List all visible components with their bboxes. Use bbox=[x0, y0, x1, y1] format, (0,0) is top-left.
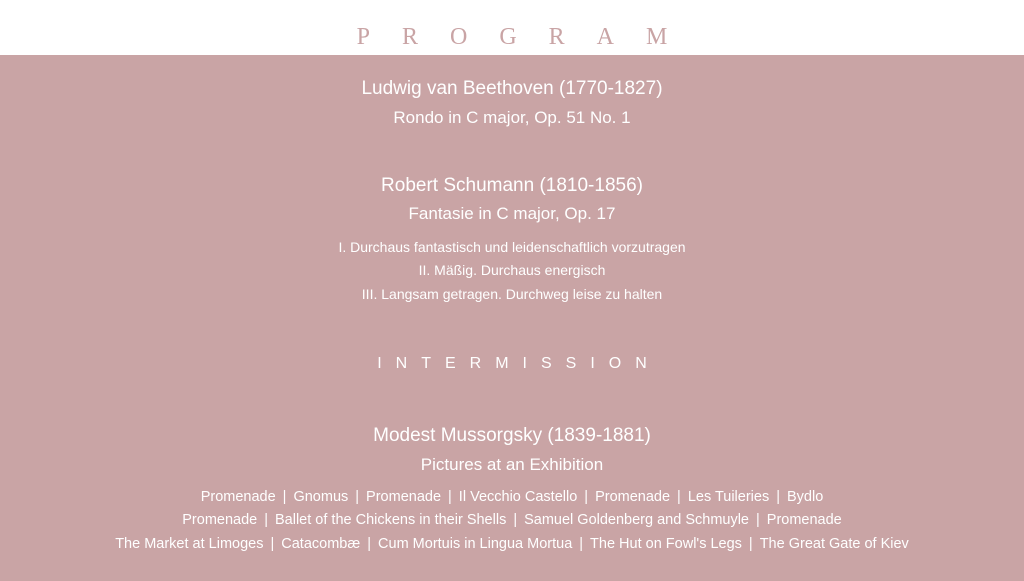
piece-title: Promenade bbox=[200, 489, 276, 505]
movement-item: I. Durchaus fantastisch und leidenschaftlich vorzutragen bbox=[338, 239, 686, 255]
piece-title: The Hut on Fowl's Legs bbox=[590, 536, 742, 552]
piece-title: Samuel Goldenberg and Schmuyle bbox=[524, 512, 749, 528]
piece-separator: | bbox=[264, 512, 268, 528]
movement-item: II. Mäßig. Durchaus energisch bbox=[418, 262, 606, 278]
piece-separator: | bbox=[748, 536, 753, 552]
piece-separator: | bbox=[282, 489, 287, 505]
piece-title: Catacombæ bbox=[281, 536, 361, 552]
piece-separator: | bbox=[367, 536, 372, 552]
composer-schumann: Robert Schumann (1810-1856) bbox=[381, 175, 643, 196]
intermission-label: INTERMISSION bbox=[377, 355, 661, 372]
piece-separator: | bbox=[513, 512, 518, 528]
work-mussorgsky: Pictures at an Exhibition bbox=[420, 455, 604, 474]
piece-title: The Great Gate of Kiev bbox=[759, 536, 909, 552]
piece-separator: | bbox=[756, 512, 760, 528]
composer-beethoven: Ludwig van Beethoven (1770-1827) bbox=[361, 78, 663, 99]
piece-title: Les Tuileries bbox=[687, 489, 770, 505]
piece-separator: | bbox=[677, 489, 681, 505]
piece-title: Ballet of the Chickens in their Shells bbox=[275, 512, 507, 528]
piece-title: Promenade bbox=[766, 512, 842, 528]
piece-title: The Market at Limoges bbox=[115, 536, 264, 552]
piece-separator: | bbox=[355, 489, 360, 505]
work-beethoven: Rondo in C major, Op. 51 No. 1 bbox=[393, 108, 631, 127]
piece-separator: | bbox=[579, 536, 584, 552]
piece-title: Gnomus bbox=[293, 489, 349, 505]
pieces-row bbox=[0, 509, 1024, 531]
piece-separator: | bbox=[270, 536, 275, 552]
movement-item: III. Langsam getragen. Durchweg leise zu halten bbox=[361, 286, 663, 302]
piece-separator: | bbox=[584, 489, 589, 505]
piece-title: Cum Mortuis in Lingua Mortua bbox=[378, 536, 573, 552]
piece-title: Promenade bbox=[595, 489, 671, 505]
pieces-row bbox=[0, 486, 1024, 508]
piece-title: Bydlo bbox=[787, 489, 824, 505]
piece-separator: | bbox=[448, 489, 452, 505]
header-bar bbox=[0, 0, 1024, 55]
piece-separator: | bbox=[776, 489, 780, 505]
page-title: PROGRAM bbox=[356, 24, 700, 50]
piece-title: Promenade bbox=[366, 489, 442, 505]
piece-title: Promenade bbox=[182, 512, 258, 528]
work-schumann: Fantasie in C major, Op. 17 bbox=[408, 204, 616, 223]
pieces-row bbox=[0, 533, 1024, 555]
composer-mussorgsky: Modest Mussorgsky (1839-1881) bbox=[373, 425, 651, 446]
piece-title: Il Vecchio Castello bbox=[458, 489, 578, 505]
